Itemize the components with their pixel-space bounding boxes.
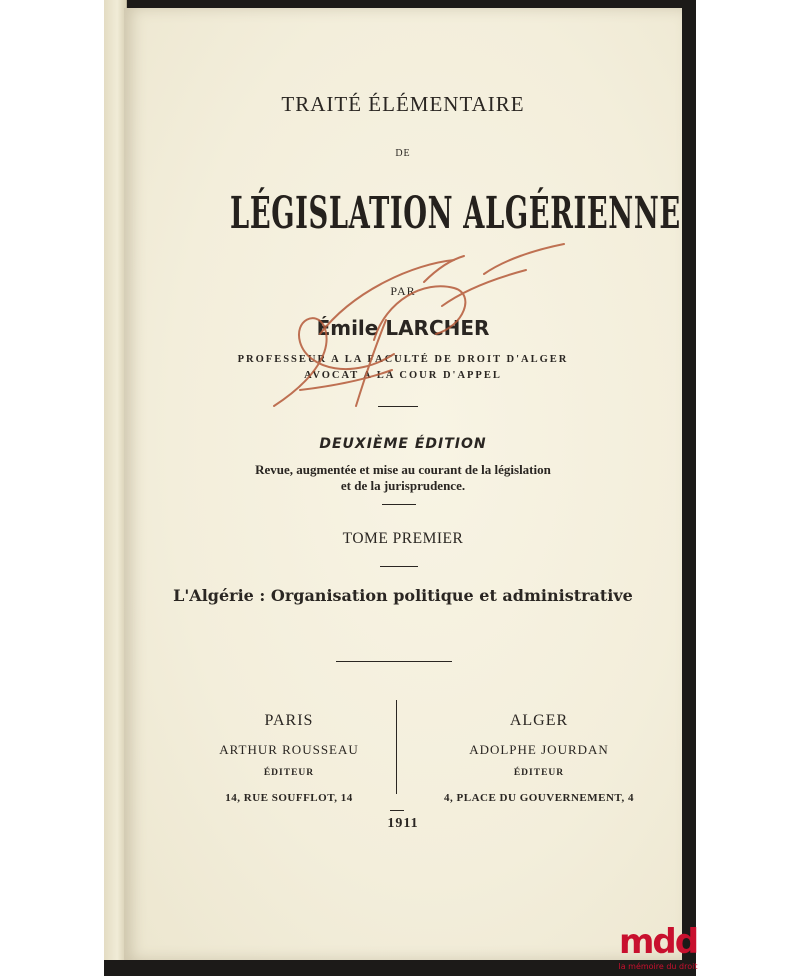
title-line-2: DE xyxy=(395,148,411,159)
author-name: Émile LARCHER xyxy=(316,316,490,340)
edition-label: DEUXIÈME ÉDITION xyxy=(319,436,487,452)
volume-label: TOME PREMIER xyxy=(342,530,464,547)
imprint-city: ALGER xyxy=(509,712,569,729)
title-line-1: TRAITÉ ÉLÉMENTAIRE xyxy=(281,92,525,116)
imprint-address: 4, PLACE DU GOUVERNEMENT, 4 xyxy=(444,792,634,804)
subtitle: L'Algérie : Organisation politique et administrative xyxy=(173,586,633,605)
publication-year: 1911 xyxy=(387,816,419,831)
divider xyxy=(336,661,452,662)
handwritten-signature xyxy=(124,230,574,430)
imprint-role: ÉDITEUR xyxy=(513,768,565,778)
author-role-2: AVOCAT A LA COUR D'APPEL xyxy=(304,370,502,381)
divider xyxy=(380,566,418,567)
imprint-city: PARIS xyxy=(264,712,314,729)
imprint-address: 14, RUE SOUFFLOT, 14 xyxy=(225,792,353,804)
imprint-separator xyxy=(396,700,397,794)
imprint-publisher: ADOLPHE JOURDAN xyxy=(469,742,609,757)
title-page xyxy=(124,8,682,960)
divider xyxy=(382,504,416,505)
divider xyxy=(390,810,404,811)
main-title: LÉGISLATION ALGÉRIENNE xyxy=(230,188,681,239)
imprint-role: ÉDITEUR xyxy=(263,768,315,778)
mdd-logo-mark: mdd xyxy=(618,922,698,962)
author-role-1: PROFESSEUR A LA FACULTÉ DE DROIT D'ALGER xyxy=(237,354,569,365)
edition-note-2: et de la jurisprudence. xyxy=(340,478,466,493)
mdd-logo-subtext: la mémoire du droit xyxy=(618,962,698,971)
imprint-publisher: ARTHUR ROUSSEAU xyxy=(219,742,359,757)
watermark-logo xyxy=(616,922,700,976)
edition-note-1: Revue, augmentée et mise au courant de la législation xyxy=(255,462,551,477)
par-label: PAR xyxy=(390,284,416,298)
